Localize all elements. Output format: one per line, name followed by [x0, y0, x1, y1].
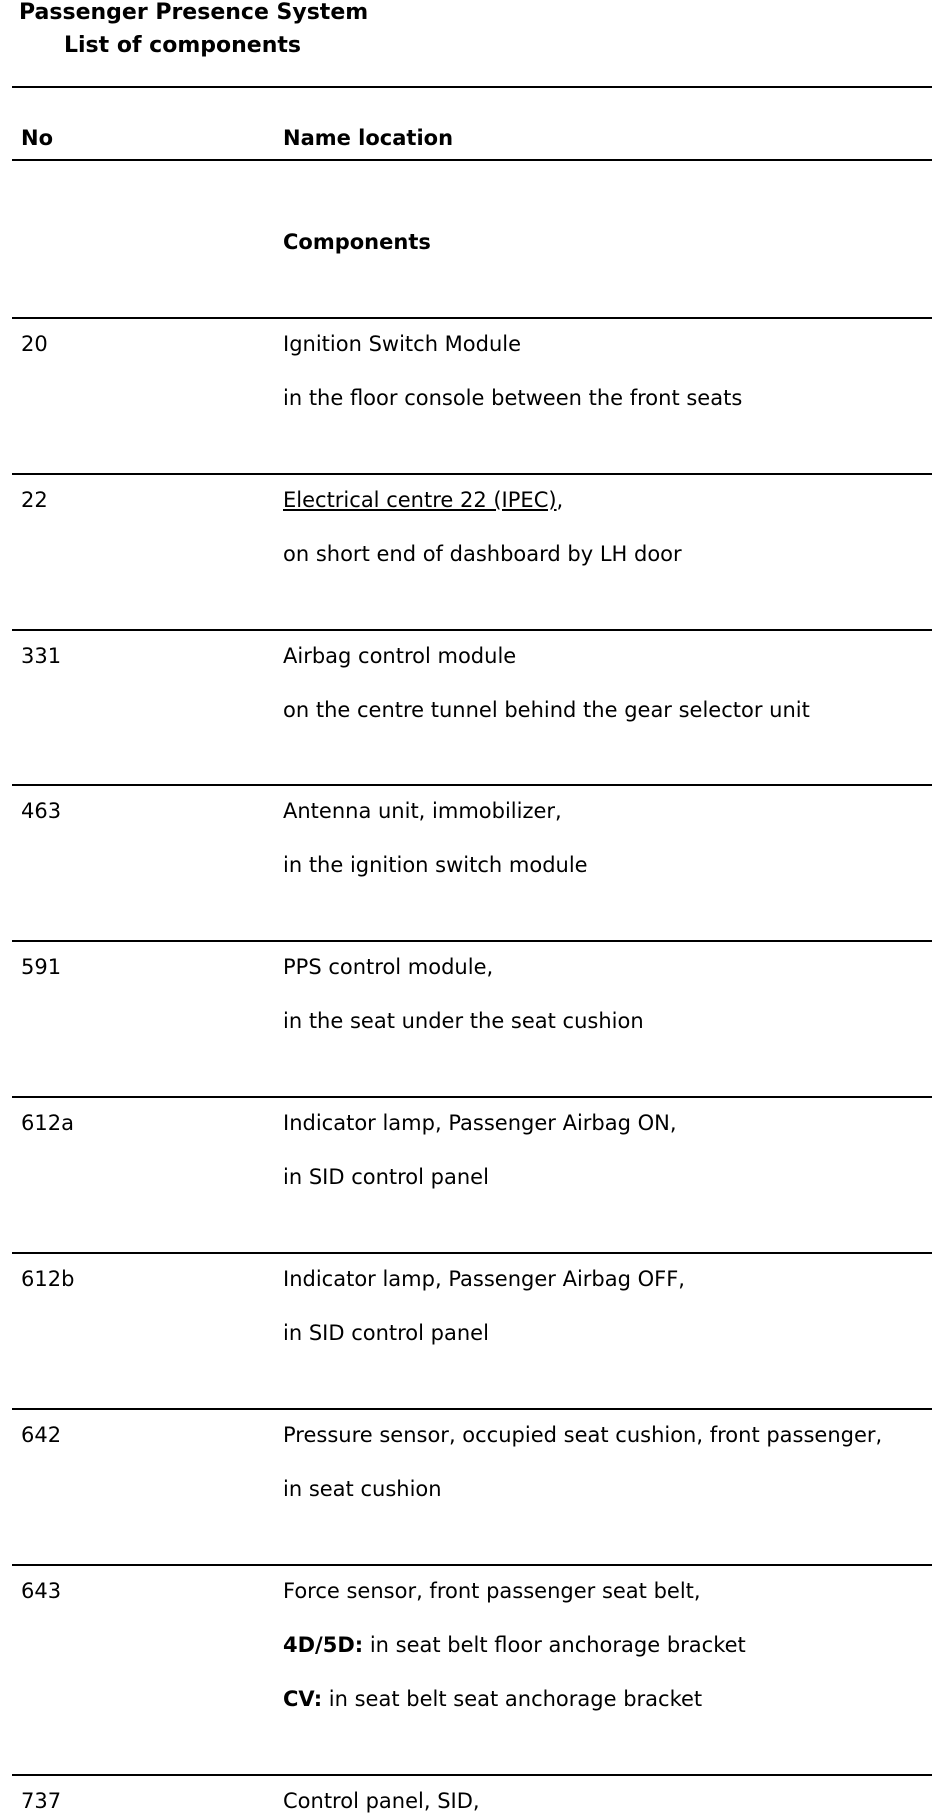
row-divider	[12, 473, 932, 475]
row-463-no: 463	[21, 799, 62, 823]
row-divider	[12, 784, 932, 786]
row-737-no: 737	[21, 1789, 62, 1813]
row-643-variant-cv	[283, 1686, 702, 1712]
header-rule	[12, 159, 932, 161]
variant-text: in seat belt seat anchorage bracket	[322, 1687, 703, 1711]
row-divider	[12, 940, 932, 942]
row-divider	[12, 1564, 932, 1566]
row-643-no: 643	[21, 1579, 62, 1603]
row-divider	[12, 1774, 932, 1776]
row-20-location: in the floor console between the front seats	[283, 386, 743, 410]
row-20-name: Ignition Switch Module	[283, 332, 522, 356]
row-643-variant-4d5d	[283, 1632, 746, 1658]
row-22-location: on short end of dashboard by LH door	[283, 542, 682, 566]
row-331-name: Airbag control module	[283, 644, 517, 668]
row-463-name: Antenna unit, immobilizer,	[283, 799, 562, 823]
row-divider	[12, 1252, 932, 1254]
page-subtitle: List of components	[64, 33, 301, 58]
row-642-no: 642	[21, 1423, 62, 1447]
row-642-location: in seat cushion	[283, 1477, 442, 1501]
section-label: Components	[283, 230, 431, 254]
row-591-no: 591	[21, 955, 62, 979]
row-divider	[12, 1408, 932, 1410]
row-612b-name: Indicator lamp, Passenger Airbag OFF,	[283, 1267, 685, 1291]
page-title: Passenger Presence System	[19, 0, 369, 25]
column-header-name-location: Name location	[283, 126, 454, 150]
row-20-no: 20	[21, 332, 48, 356]
row-612a-no: 612a	[21, 1111, 74, 1135]
row-divider	[12, 629, 932, 631]
row-612b-no: 612b	[21, 1267, 75, 1291]
row-22-name	[283, 487, 563, 513]
row-591-name: PPS control module,	[283, 955, 494, 979]
row-612b-location: in SID control panel	[283, 1321, 489, 1345]
table-top-rule	[12, 86, 932, 88]
row-divider	[12, 317, 932, 319]
column-header-no: No	[21, 126, 54, 150]
row-22-no: 22	[21, 488, 48, 512]
row-612a-name: Indicator lamp, Passenger Airbag ON,	[283, 1111, 677, 1135]
electrical-centre-link[interactable]: Electrical centre 22 (IPEC)	[283, 488, 557, 512]
variant-label: 4D/5D:	[283, 1633, 364, 1657]
row-463-location: in the ignition switch module	[283, 853, 588, 877]
row-591-location: in the seat under the seat cushion	[283, 1009, 644, 1033]
row-22-name-suffix: ,	[556, 488, 564, 512]
row-612a-location: in SID control panel	[283, 1165, 489, 1189]
row-331-no: 331	[21, 644, 62, 668]
row-643-name: Force sensor, front passenger seat belt,	[283, 1579, 701, 1603]
row-737-name: Control panel, SID,	[283, 1789, 480, 1813]
row-642-name: Pressure sensor, occupied seat cushion, front passenger,	[283, 1423, 883, 1447]
row-divider	[12, 1096, 932, 1098]
row-331-location: on the centre tunnel behind the gear selector unit	[283, 698, 810, 722]
variant-text: in seat belt floor anchorage bracket	[363, 1633, 746, 1657]
variant-label: CV:	[283, 1687, 323, 1711]
